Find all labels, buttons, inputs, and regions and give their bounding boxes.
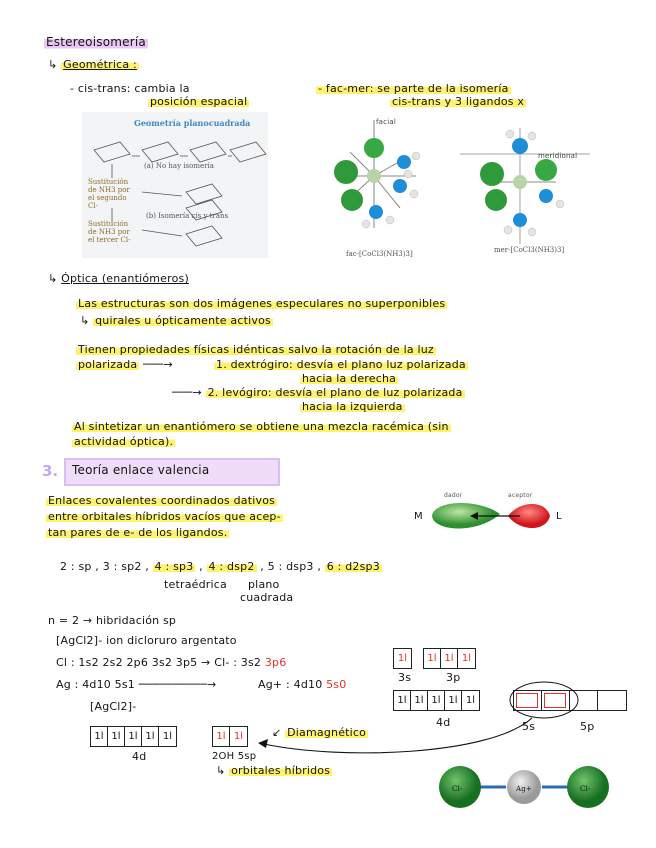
tev-line-2: entre orbitales híbridos vacíos que acep-	[48, 510, 281, 523]
tetra-label: tetraédrica	[164, 578, 227, 591]
n2-line: n = 2 → hibridación sp	[48, 614, 177, 627]
optica-line-6: actividad óptica).	[74, 435, 174, 448]
mer-caption: mer-[CoCl3(NH3)3]	[494, 246, 565, 254]
cuadrada-label: cuadrada	[240, 591, 294, 604]
optica-line-1: Las estructuras son dos imágenes especulares no superponibles	[78, 297, 446, 310]
cl-config-line: Cl : 1s2 2s2 2p6 3s2 3p5 → Cl- : 3s2 3p6	[56, 656, 287, 669]
label-3p: 3p	[446, 671, 461, 684]
facial-label: facial	[376, 118, 396, 126]
page-title: Estereoisomería	[46, 35, 146, 49]
fac-mer-line-2: cis-trans y 3 ligandos x	[392, 95, 525, 108]
diamagnetic-label: ↙ Diamagnético	[272, 726, 367, 739]
square-planar-figure	[82, 112, 268, 258]
donor-acceptor-diagram	[408, 494, 578, 540]
plano-label: plano	[248, 578, 280, 591]
tev-line-3: tan pares de e- de los ligandos.	[48, 526, 228, 539]
tev-line-1: Enlaces covalentes coordinados dativos	[48, 494, 276, 507]
hyb-list: 2 : sp , 3 : sp2 , 4 : sp3 , 4 : dsp2 , 5 : dsp3 , 6 : d2sp3	[60, 560, 380, 573]
optica-line-4: polarizada ───→	[78, 358, 173, 371]
curved-arrow	[250, 712, 550, 762]
donor-label: dador	[444, 492, 463, 499]
complex-label: [AgCl2]-	[90, 700, 137, 713]
m-label: M	[414, 511, 423, 522]
meridional-label: meridional	[538, 152, 578, 160]
fac-molecule-diagram	[320, 112, 432, 252]
ion-line: [AgCl2]- ion dicloruro argentato	[56, 634, 237, 647]
ag-4d-box: 1l 1l 1l 1l 1l	[393, 690, 480, 711]
fig-note-2: (b) Isomería cis y trans	[146, 212, 229, 220]
label-5s: 5s	[522, 720, 536, 733]
figure-title: Geometría planocuadrada	[134, 118, 251, 128]
label-4d-ag: 4d	[436, 716, 451, 729]
fig-sub-2: Sustitución de NH3 por el tercer Cl-	[88, 220, 131, 244]
cis-trans-line-2: posición espacial	[150, 95, 248, 108]
hybrid-count-label: 2OH 5sp	[212, 751, 257, 762]
ag-config-line: Ag : 4d10 5s1 ──────────→	[56, 678, 217, 691]
acceptor-label: aceptor	[508, 492, 533, 499]
levo-line: ───→ 2. levógiro: desvía el plano de luz polarizada	[172, 386, 463, 399]
label-4d-complex: 4d	[132, 750, 147, 763]
hybrid-orbitals-label: ↳ orbitales híbridos	[216, 764, 331, 777]
optica-line-5: Al sintetizar un enantiómero se obtiene una mezcla racémica (sin	[74, 420, 449, 433]
levo-line-2: hacia la izquierda	[302, 400, 403, 413]
cis-trans-line: - cis-trans: cambia la	[70, 82, 190, 95]
ag-ball-label: Ag+	[516, 785, 533, 793]
optica-line-2: ↳ quirales u ópticamente activos	[80, 314, 271, 327]
fac-mer-line: - fac-mer: se parte de la isomería	[318, 82, 509, 95]
cl-ball-label-2: Cl-	[580, 785, 591, 793]
complex-4d-box: 1l 1l 1l 1l 1l	[90, 726, 177, 747]
l-label: L	[556, 511, 562, 522]
mer-molecule-diagram	[460, 124, 600, 250]
section-number: 3.	[42, 462, 59, 480]
fig-note-1: (a) No hay isomería	[144, 162, 214, 170]
label-3s: 3s	[398, 671, 412, 684]
cl-ball-label: Cl-	[452, 785, 463, 793]
section-title: Teoría enlace valencia	[72, 463, 210, 477]
fig-sub-1: Sustitución de NH3 por el segundo Cl-	[88, 178, 130, 210]
optica-heading: ↳ Óptica (enantiómeros)	[48, 272, 189, 285]
orbital-3s-box: 1l	[393, 648, 412, 669]
dextro-line: 1. dextrógiro: desvía el plano luz polarizada	[216, 358, 466, 371]
label-5p: 5p	[580, 720, 595, 733]
optica-line-3: Tienen propiedades físicas idénticas salvo la rotación de la luz	[78, 343, 434, 356]
geometrica-heading: ↳ Geométrica :	[48, 58, 137, 71]
complex-sp-box: 1l 1l	[212, 726, 248, 747]
fac-caption: fac-[CoCl3(NH3)3]	[346, 250, 413, 258]
ag-ion-line: Ag+ : 4d10 5s0	[258, 678, 347, 691]
orbital-3p-box: 1l 1l 1l	[423, 648, 476, 669]
dextro-line-2: hacia la derecha	[302, 372, 397, 385]
